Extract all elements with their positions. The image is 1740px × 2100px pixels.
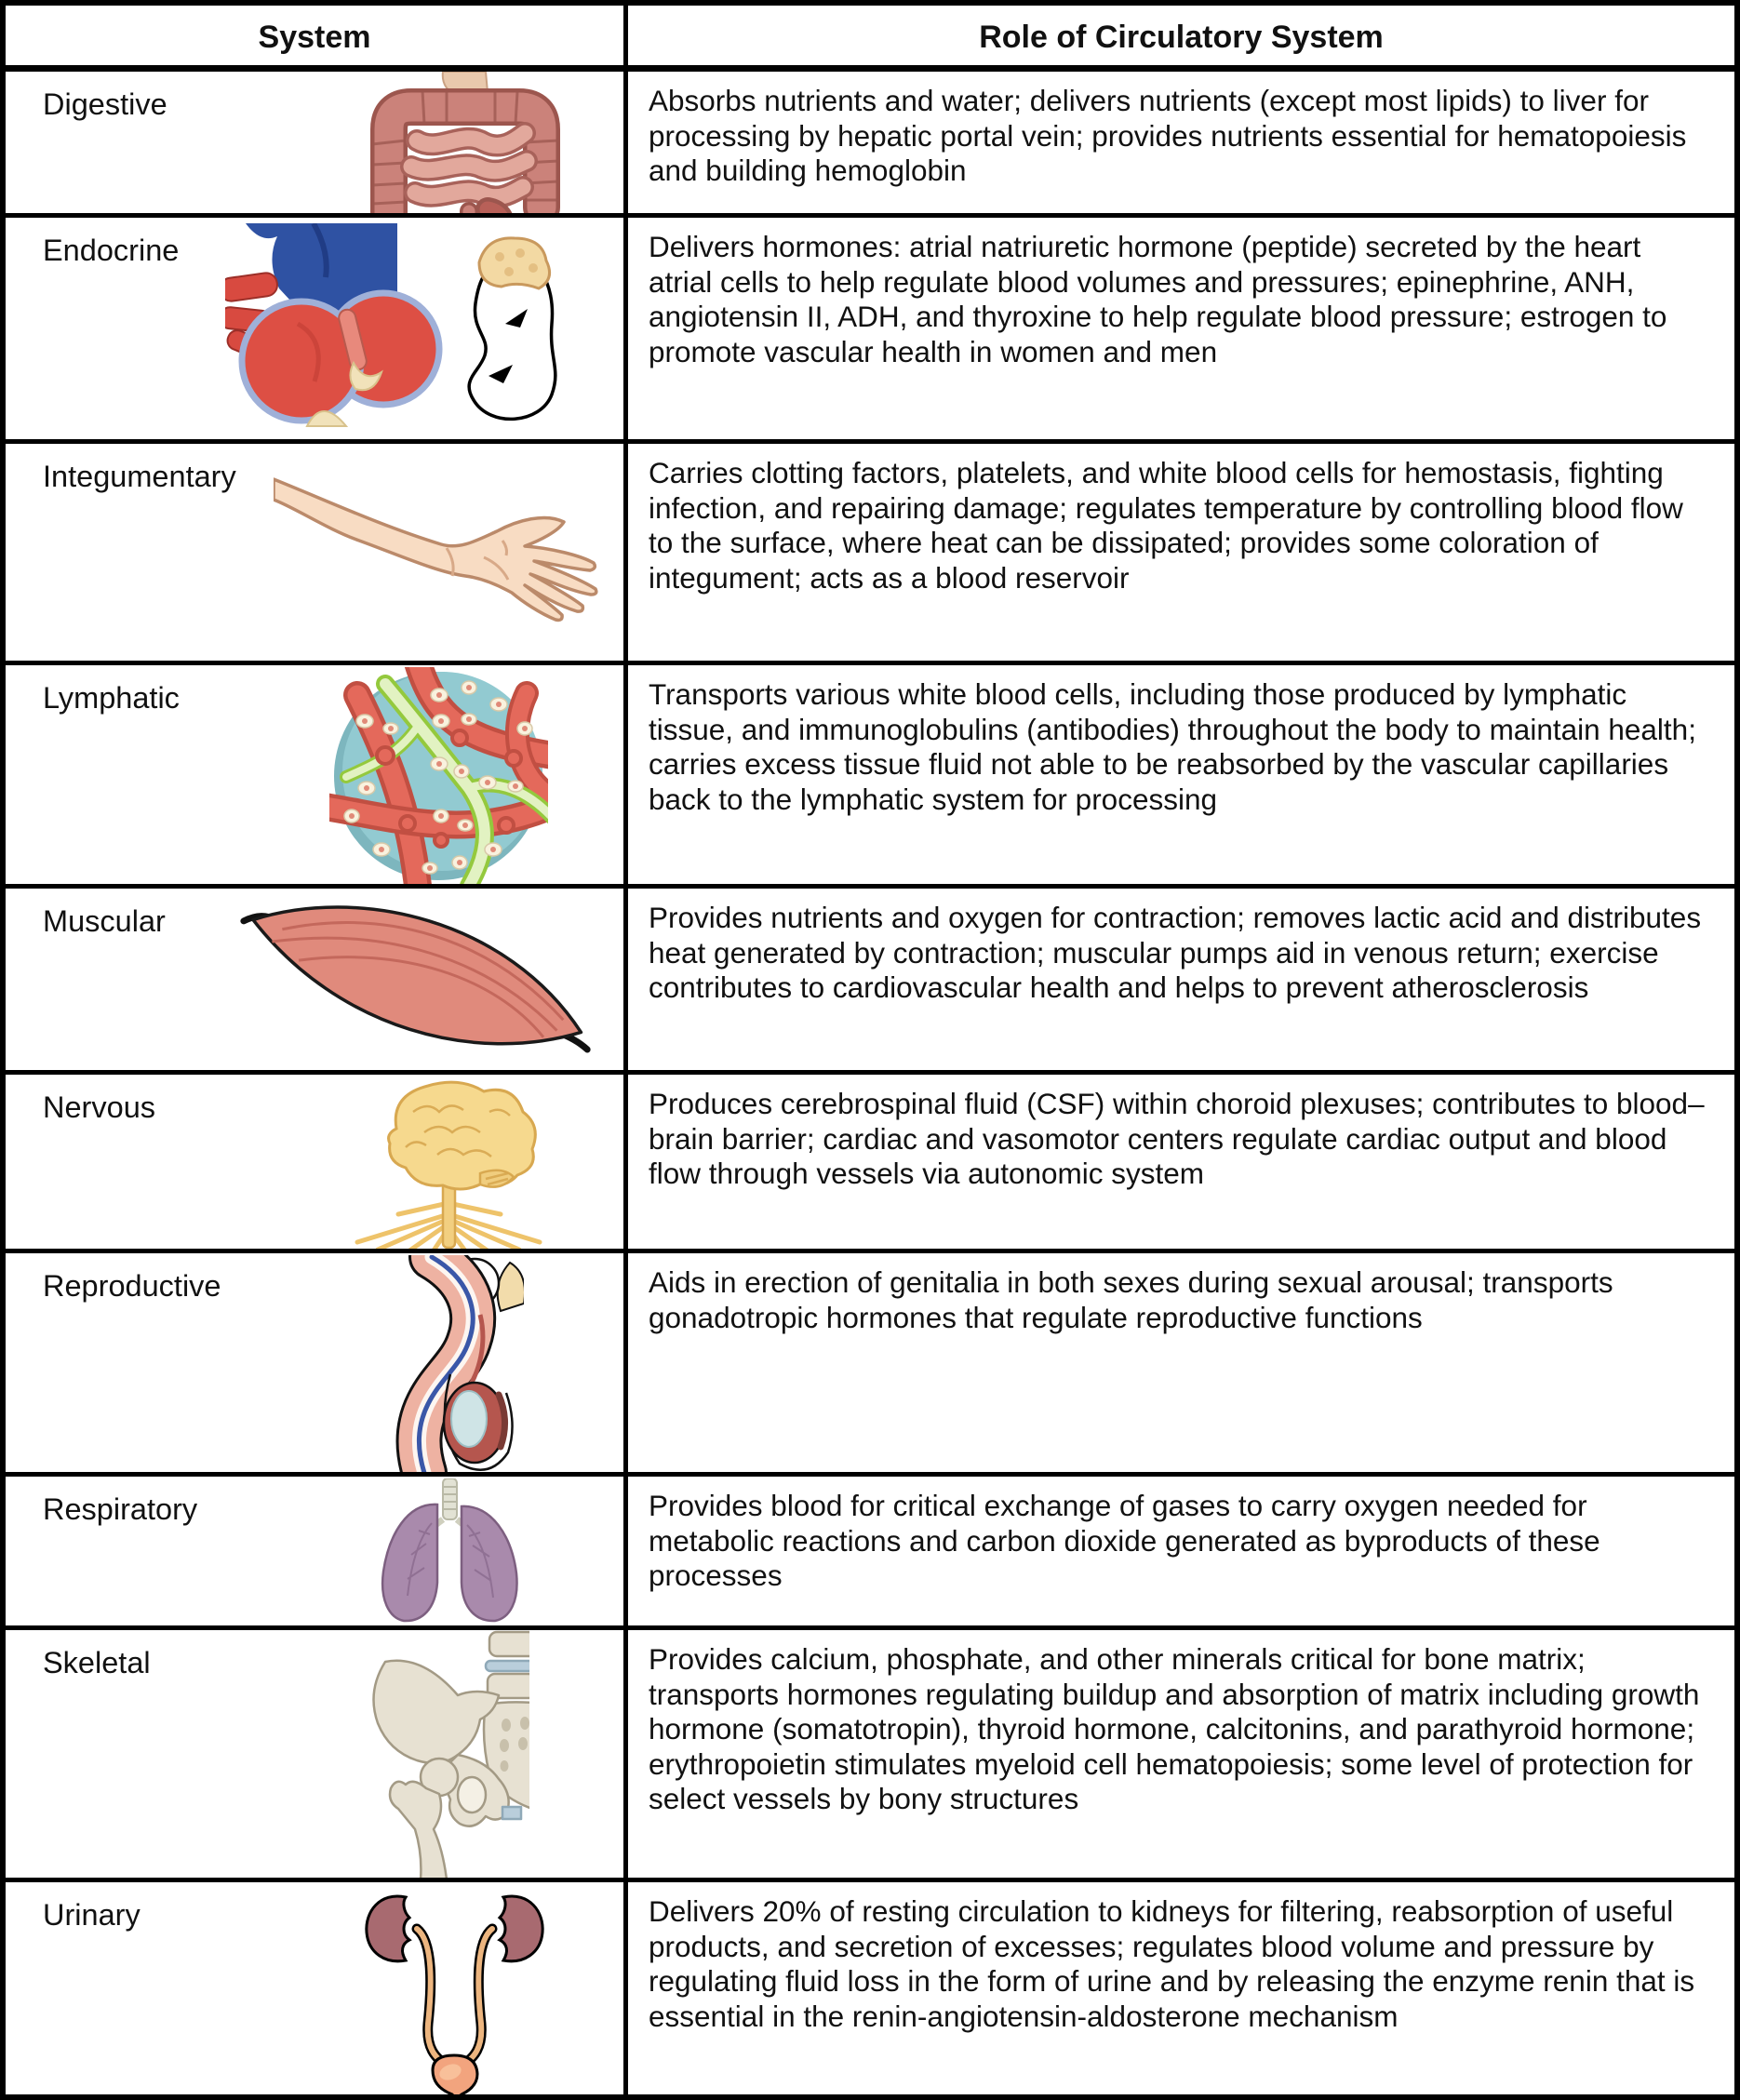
system-cell (6, 665, 628, 884)
role-description: Aids in erection of genitalia in both sexes during sexual arousal; transports gonadotropic hormones that regulate reproductive functions (649, 1265, 1613, 1334)
system-cell (6, 1882, 628, 2094)
system-name: Reproductive (43, 1269, 221, 1303)
system-name: Digestive (43, 87, 167, 121)
table-row (6, 1882, 1734, 2094)
pelvis-femur-icon (367, 1630, 529, 1878)
system-name: Muscular (43, 904, 166, 938)
system-name: Integumentary (43, 460, 236, 493)
role-description: Delivers 20% of resting circulation to kidneys for filtering, reabsorption of useful products, and secretion of excesses; regulates blood volume and pressure by regulating fluid loss in the form of urine and by releasing the enzyme renin that is essential in the renin-angiotensin-aldosterone mechanism (649, 1894, 1695, 2033)
table-row (6, 889, 1734, 1075)
table-row (6, 1477, 1734, 1630)
role-description: Carries clotting factors, platelets, and white blood cells for hemostasis, fighting infection, and repairing damage; regulates temperature by controlling blood flow to the surface, where heat can be dissipated; provides some coloration of integument; acts as a blood reservoir (649, 456, 1683, 595)
role-description: Produces cerebrospinal fluid (CSF) within choroid plexuses; contributes to blood–brain barrier; cardiac and vasomotor centers regulate cardiac output and blood flow through vessels via autonomic system (649, 1087, 1705, 1190)
arm-hand-icon (274, 468, 599, 661)
system-cell (6, 1075, 628, 1249)
role-description: Absorbs nutrients and water; delivers nutrients (except most lipids) to liver for processing by hepatic portal vein; provides nutrients essential for hematopoiesis and building hemoglobin (649, 84, 1687, 187)
header-role-of-circulatory-system: Role of Circulatory System (979, 20, 1384, 55)
table-row (6, 72, 1734, 218)
system-name: Respiratory (43, 1492, 198, 1526)
header-system: System (6, 6, 628, 65)
table-header-row (6, 6, 1734, 72)
table-row (6, 1630, 1734, 1882)
intestines-icon (350, 72, 582, 213)
table-row (6, 665, 1734, 889)
role-cell (628, 444, 1734, 661)
role-description: Provides calcium, phosphate, and other minerals critical for bone matrix; transports hormones regulating buildup and absorption of matrix including growth hormone (somatotropin), thyroid hormone, calcitonins, and parathyroid hormone; erythropoietin stimulates myeloid cell hematopoiesis; some level of protection for select vessels by bony structures (649, 1642, 1700, 1815)
system-cell (6, 444, 628, 661)
role-cell (628, 665, 1734, 884)
system-name: Skeletal (43, 1646, 151, 1679)
system-cell (6, 218, 628, 439)
system-cell (6, 1477, 628, 1625)
kidneys-bladder-icon (359, 1888, 550, 2094)
role-description: Transports various white blood cells, including those produced by lymphatic tissue, and immunoglobulins (antibodies) throughout the body to maintain health; carries excess tissue fluid not able to be reabsorbed by the vascular capillaries back to the lymphatic system for processing (649, 677, 1696, 816)
role-cell (628, 889, 1734, 1070)
role-cell (628, 72, 1734, 213)
system-cell (6, 889, 628, 1070)
system-cell (6, 72, 628, 213)
role-cell (628, 1477, 1734, 1625)
role-cell (628, 218, 1734, 439)
system-name: Urinary (43, 1898, 141, 1932)
male-reproductive-icon (370, 1255, 524, 1472)
lymph-capillaries-icon (329, 667, 548, 884)
role-cell (628, 1075, 1734, 1249)
table-row (6, 444, 1734, 665)
skeletal-muscle-icon (240, 900, 594, 1058)
system-name: Endocrine (43, 234, 180, 267)
system-name: Lymphatic (43, 681, 180, 715)
heart-and-adrenal-kidney-icon (225, 223, 560, 435)
brain-spinal-cord-icon (341, 1075, 555, 1249)
table-body (6, 72, 1734, 2094)
role-description: Provides nutrients and oxygen for contraction; removes lactic acid and distributes heat generated by contraction; muscular pumps aid in venous return; exercise contributes to cardiovascular health and helps to prevent atherosclerosis (649, 901, 1702, 1004)
table-row (6, 1253, 1734, 1477)
role-cell (628, 1253, 1734, 1472)
role-cell (628, 1882, 1734, 2094)
system-cell (6, 1630, 628, 1878)
role-description: Provides blood for critical exchange of gases to carry oxygen needed for metabolic reactions and carbon dioxide generated as byproducts of these processes (649, 1489, 1600, 1592)
role-cell (628, 1630, 1734, 1878)
system-cell (6, 1253, 628, 1472)
lungs-icon (370, 1478, 529, 1625)
table-row (6, 1075, 1734, 1253)
system-name: Nervous (43, 1090, 156, 1124)
role-description: Delivers hormones: atrial natriuretic hormone (peptide) secreted by the heart atrial cells to help regulate blood volumes and pressures; epinephrine, ANH, angiotensin II, ADH, and thyroxine to help regulate blood pressure; estrogen to promote vascular health in women and men (649, 230, 1667, 368)
table-row (6, 218, 1734, 444)
